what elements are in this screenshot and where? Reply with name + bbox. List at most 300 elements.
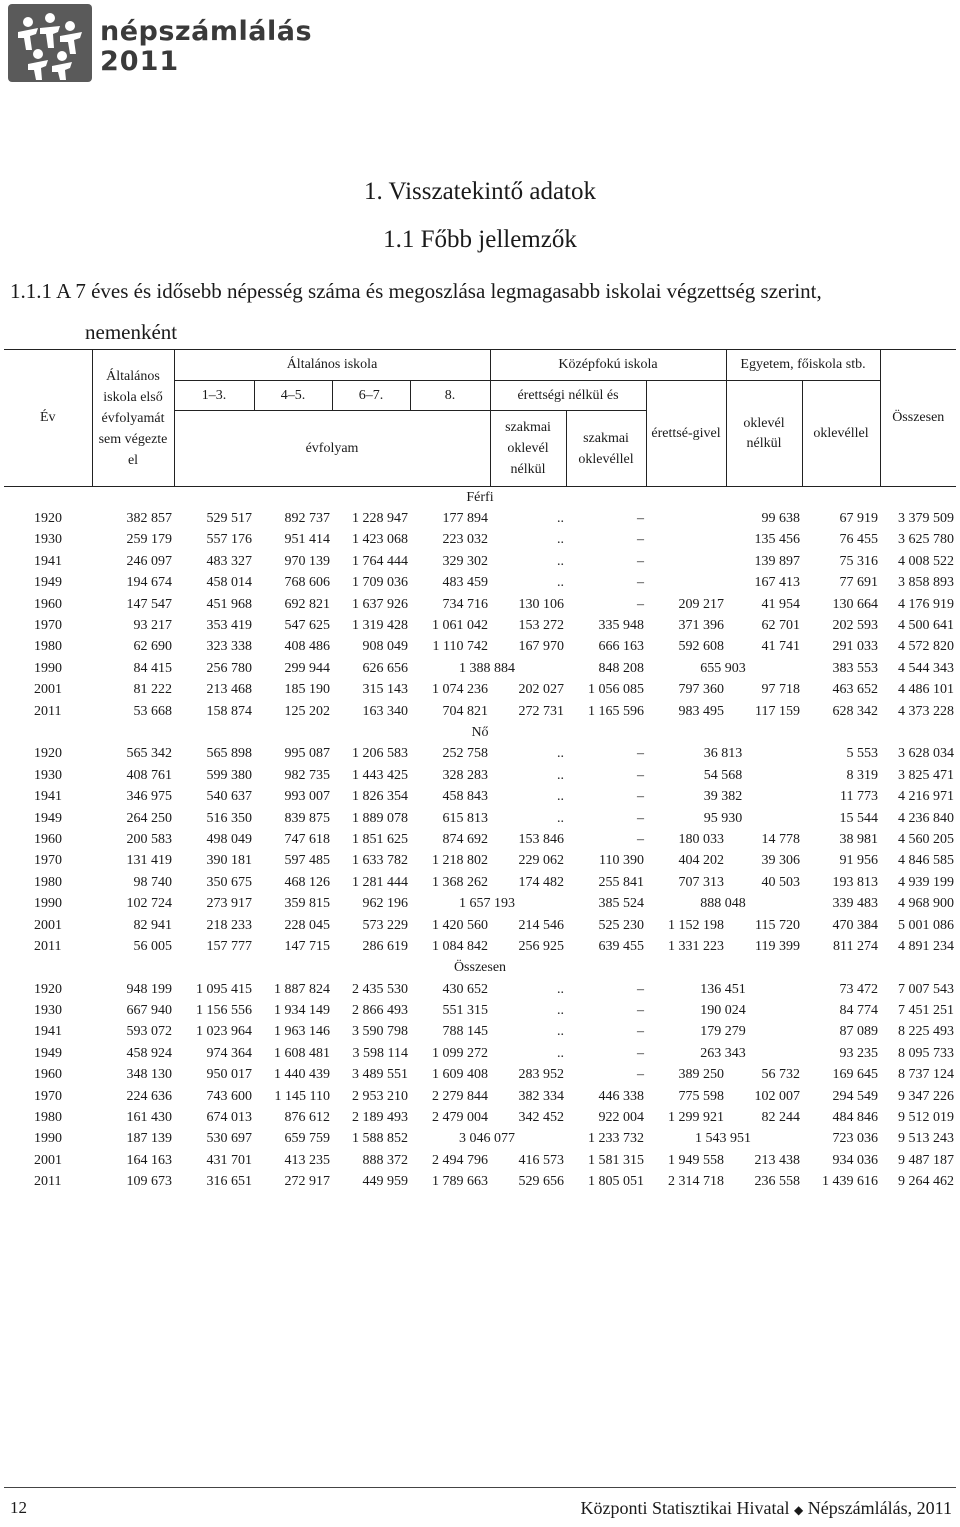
table-cell: 1 934 149 — [274, 1003, 330, 1019]
table-cell: 15 544 — [839, 810, 878, 826]
table-cell: 674 013 — [206, 1110, 252, 1126]
table-cell: 382 857 — [126, 511, 172, 527]
table-cell: 2 279 844 — [432, 1088, 488, 1104]
table-cell: 4 486 101 — [898, 682, 954, 698]
table-row — [4, 1022, 956, 1043]
table-cell: 1 851 625 — [352, 831, 408, 847]
table-cell: 458 924 — [126, 1045, 172, 1061]
table-cell: 246 097 — [126, 553, 172, 569]
table-cell: 1 061 042 — [432, 618, 488, 634]
table-cell: 470 384 — [832, 917, 878, 933]
table-cell: 1 543 951 — [695, 1131, 751, 1147]
table-cell: 229 062 — [518, 853, 564, 869]
table-row — [4, 508, 956, 529]
table-cell: 599 380 — [206, 767, 252, 783]
table-cell: 11 773 — [840, 789, 878, 805]
table-cell: 200 583 — [126, 831, 172, 847]
table-cell: 2 494 796 — [432, 1152, 488, 1168]
table-cell: 1 165 596 — [588, 703, 644, 719]
table-cell: 951 414 — [284, 532, 330, 548]
table-cell — [646, 530, 726, 551]
table-cell: 1 331 223 — [668, 938, 724, 954]
table-row — [4, 1065, 956, 1086]
section-label: Férfi — [466, 489, 494, 505]
table-cell: 788 145 — [442, 1024, 488, 1040]
table-cell: 876 612 — [284, 1110, 330, 1126]
table-cell: 4 176 919 — [898, 596, 954, 612]
table-cell: 135 456 — [754, 532, 800, 548]
table-cell: – — [637, 746, 644, 762]
table-cell: 547 625 — [284, 618, 330, 634]
header-erettsegi-nelkul: érettségi nélkül és — [490, 381, 646, 411]
table-cell: 908 049 — [362, 639, 408, 655]
table-cell: – — [637, 1067, 644, 1083]
year-cell: 1970 — [34, 853, 62, 869]
chapter-title: 1. Visszatekintő adatok — [363, 178, 597, 205]
table-body — [4, 487, 956, 1193]
table-cell: 75 316 — [839, 553, 878, 569]
publication-name: Népszámlálás, 2011 — [807, 1498, 952, 1518]
table-cell: 263 343 — [700, 1045, 746, 1061]
table-cell: 1 709 036 — [352, 575, 408, 591]
table-cell: 177 894 — [442, 511, 488, 527]
table-cell: 692 821 — [284, 596, 330, 612]
table-cell: 38 981 — [839, 831, 878, 847]
table-cell: 1 218 802 — [432, 853, 488, 869]
year-cell: 1920 — [34, 981, 62, 997]
table-cell: 982 735 — [284, 767, 330, 783]
header-oklevellel: oklevéllel — [802, 381, 880, 487]
table-cell: 811 274 — [833, 938, 878, 954]
table-cell: 3 858 893 — [898, 575, 954, 591]
table-cell: .. — [557, 1024, 564, 1040]
table-cell: 565 898 — [206, 746, 252, 762]
table-cell: 4 544 343 — [898, 660, 954, 676]
table-cell: 463 652 — [832, 682, 878, 698]
year-cell: 2011 — [34, 703, 62, 719]
table-cell: .. — [557, 575, 564, 591]
table-cell: 1 588 852 — [352, 1131, 408, 1147]
table-cell: 1 608 481 — [274, 1045, 330, 1061]
footer-divider — [4, 1487, 956, 1488]
table-cell: 291 033 — [832, 639, 878, 655]
table-cell: 468 126 — [284, 874, 330, 890]
table-cell: 3 590 798 — [352, 1024, 408, 1040]
table-cell: 993 007 — [284, 789, 330, 805]
table-cell: 516 350 — [206, 810, 252, 826]
table-row — [4, 573, 956, 594]
table-cell: 626 656 — [362, 660, 408, 676]
table-cell: 39 382 — [703, 789, 743, 805]
table-cell: 82 244 — [761, 1110, 800, 1126]
table-cell: 316 651 — [206, 1174, 252, 1190]
section-header-row — [4, 722, 956, 743]
table-row — [4, 851, 956, 872]
table-cell: 484 846 — [832, 1110, 878, 1126]
section-header-row — [4, 487, 956, 509]
table-cell: 84 415 — [133, 660, 172, 676]
table-cell: 1 388 884 — [459, 660, 515, 676]
table-cell: 498 049 — [206, 831, 252, 847]
table-cell: 350 675 — [206, 874, 252, 890]
table-cell: 353 419 — [206, 618, 252, 634]
year-cell: 1949 — [34, 575, 62, 591]
table-cell: 628 342 — [832, 703, 878, 719]
year-cell: 1930 — [34, 1003, 62, 1019]
table-cell: 2 953 210 — [352, 1088, 408, 1104]
table-cell: 1 023 964 — [196, 1024, 252, 1040]
table-cell: 179 279 — [700, 1024, 746, 1040]
table-cell: 1 056 085 — [588, 682, 644, 698]
table-cell: 3 598 114 — [352, 1045, 408, 1061]
table-cell: 970 139 — [284, 553, 330, 569]
table-cell: 157 777 — [206, 938, 252, 954]
table-cell: 117 159 — [755, 703, 800, 719]
table-cell: 2 189 493 — [352, 1110, 408, 1126]
table-row — [4, 1172, 956, 1193]
diamond-icon: ◆ — [793, 1503, 804, 1517]
table-cell: 119 399 — [755, 938, 800, 954]
table-cell: 449 959 — [362, 1174, 408, 1190]
table-cell: 273 917 — [206, 896, 252, 912]
table-cell: 525 230 — [598, 917, 644, 933]
table-cell: 659 759 — [284, 1131, 330, 1147]
table-cell: 272 731 — [518, 703, 564, 719]
table-row — [4, 872, 956, 893]
table-cell: 1 637 926 — [352, 596, 408, 612]
table-cell: 77 691 — [839, 575, 878, 591]
table-cell: 1 095 415 — [196, 981, 252, 997]
table-cell: 382 334 — [518, 1088, 564, 1104]
table-cell: 1 949 558 — [668, 1152, 724, 1168]
table-row — [4, 658, 956, 679]
table-cell: 147 715 — [284, 938, 330, 954]
table-cell: 2 314 718 — [668, 1174, 724, 1190]
table-cell: 667 940 — [126, 1003, 172, 1019]
table-cell: 557 176 — [206, 532, 252, 548]
table-cell: 540 637 — [206, 789, 252, 805]
table-cell: 747 618 — [284, 831, 330, 847]
table-title — [10, 271, 955, 353]
table-cell: 102 724 — [126, 896, 172, 912]
table-cell: 371 396 — [678, 618, 724, 634]
table-cell: – — [637, 596, 644, 612]
year-cell: 1970 — [34, 1088, 62, 1104]
table-cell: 1 443 425 — [352, 767, 408, 783]
table-cell: 1 152 198 — [668, 917, 724, 933]
table-cell: 2 435 530 — [352, 981, 408, 997]
header-evfolyam: évfolyam — [174, 411, 490, 487]
table-cell: 147 547 — [126, 596, 172, 612]
table-cell: 163 340 — [362, 703, 408, 719]
table-cell: 7 007 543 — [898, 981, 954, 997]
table-cell: 446 338 — [598, 1088, 644, 1104]
header-ev: Év — [4, 350, 92, 487]
table-cell: .. — [557, 553, 564, 569]
year-cell: 2011 — [34, 938, 62, 954]
year-cell: 1980 — [34, 1110, 62, 1126]
table-cell: 4 968 900 — [898, 896, 954, 912]
table-cell: 529 656 — [518, 1174, 564, 1190]
year-cell: 1949 — [34, 1045, 62, 1061]
table-cell: 56 732 — [761, 1067, 800, 1083]
section-title: 1.1 Főbb jellemzők — [383, 226, 577, 253]
table-cell: 483 327 — [206, 553, 252, 569]
table-row — [4, 1043, 956, 1064]
table-cell: 408 486 — [284, 639, 330, 655]
table-cell: 187 139 — [126, 1131, 172, 1147]
table-cell: – — [637, 981, 644, 997]
table-cell: 194 674 — [126, 575, 172, 591]
year-cell: 1941 — [34, 553, 62, 569]
table-cell: 9 513 243 — [898, 1131, 954, 1147]
table-cell: 167 413 — [754, 575, 800, 591]
table-cell: 4 008 522 — [898, 553, 954, 569]
table-row — [4, 701, 956, 722]
table-cell: – — [637, 532, 644, 548]
table-cell: 4 891 234 — [898, 938, 954, 954]
table-cell: 214 546 — [518, 917, 564, 933]
table-cell: 209 217 — [678, 596, 724, 612]
year-cell: 2001 — [34, 682, 62, 698]
table-cell: 130 106 — [518, 596, 564, 612]
table-cell — [646, 573, 726, 594]
table-cell: 224 636 — [126, 1088, 172, 1104]
table-cell: 1 963 146 — [274, 1024, 330, 1040]
year-cell: 1920 — [34, 746, 62, 762]
year-cell: 1960 — [34, 1067, 62, 1083]
header-nem-vegezte: Általános iskola első évfolyamát sem végezte el — [92, 350, 174, 487]
table-cell: 483 459 — [442, 575, 488, 591]
table-cell: 1 439 616 — [822, 1174, 878, 1190]
table-cell: 62 690 — [133, 639, 172, 655]
table-cell: 110 390 — [599, 853, 644, 869]
publisher-name: Központi Statisztikai Hivatal — [580, 1498, 790, 1518]
table-cell: 8 225 493 — [898, 1024, 954, 1040]
section-label: Nő — [471, 724, 489, 740]
table-cell: 892 737 — [284, 511, 330, 527]
table-cell: 723 036 — [832, 1131, 878, 1147]
table-cell: – — [637, 1003, 644, 1019]
table-cell — [646, 551, 726, 572]
table-cell: 14 778 — [761, 831, 800, 847]
table-cell: 1 764 444 — [352, 553, 408, 569]
table-cell: 839 875 — [284, 810, 330, 826]
table-cell: 3 628 034 — [898, 746, 954, 762]
table-cell: 4 216 971 — [898, 789, 954, 805]
table-cell: – — [637, 575, 644, 591]
table-cell: 1 581 315 — [588, 1152, 644, 1168]
table-cell: 413 235 — [284, 1152, 330, 1168]
table-cell: 950 017 — [206, 1067, 252, 1083]
table-row — [4, 530, 956, 551]
table-cell: 169 645 — [832, 1067, 878, 1083]
table-cell: 97 718 — [761, 682, 800, 698]
table-cell: 54 568 — [703, 767, 743, 783]
table-cell: 458 014 — [206, 575, 252, 591]
table-cell: 797 360 — [678, 682, 724, 698]
table-cell: 223 032 — [442, 532, 488, 548]
table-cell: 193 813 — [832, 874, 878, 890]
table-cell: 67 919 — [839, 511, 878, 527]
table-cell: 593 072 — [126, 1024, 172, 1040]
table-cell: 7 451 251 — [898, 1003, 954, 1019]
table-cell: 9 264 462 — [898, 1174, 954, 1190]
year-cell: 1980 — [34, 874, 62, 890]
table-cell: 1 657 193 — [459, 896, 515, 912]
table-cell: – — [637, 1045, 644, 1061]
table-cell: 91 956 — [839, 853, 878, 869]
table-cell: .. — [557, 511, 564, 527]
table-row — [4, 936, 956, 957]
table-cell: 385 524 — [598, 896, 644, 912]
header-g8: 8. — [410, 381, 490, 411]
table-cell: 139 897 — [754, 553, 800, 569]
table-cell: 3 046 077 — [459, 1131, 515, 1147]
table-cell: 1 145 110 — [274, 1088, 330, 1104]
table-cell: 272 917 — [284, 1174, 330, 1190]
table-row — [4, 680, 956, 701]
table-row — [4, 1107, 956, 1128]
table-cell: – — [637, 810, 644, 826]
table-cell: 359 815 — [284, 896, 330, 912]
table-row — [4, 893, 956, 914]
table-cell: .. — [557, 810, 564, 826]
logo-title: népszámlálás — [100, 16, 313, 47]
table-cell: 1 609 408 — [432, 1067, 488, 1083]
table-cell: 130 664 — [832, 596, 878, 612]
table-row — [4, 615, 956, 636]
year-cell: 1980 — [34, 639, 62, 655]
header-egyetem: Egyetem, főiskola stb. — [726, 350, 880, 381]
table-cell: 283 952 — [518, 1067, 564, 1083]
table-cell: 39 306 — [761, 853, 800, 869]
table-cell: 73 472 — [839, 981, 878, 997]
table-cell: 9 512 019 — [898, 1110, 954, 1126]
table-cell: .. — [557, 789, 564, 805]
table-cell: 131 419 — [126, 853, 172, 869]
table-cell: 573 229 — [362, 917, 408, 933]
table-cell: 1 156 556 — [196, 1003, 252, 1019]
table-cell: 213 468 — [206, 682, 252, 698]
table-cell: 9 347 226 — [898, 1088, 954, 1104]
table-cell: 164 163 — [126, 1152, 172, 1168]
table-cell: 3 825 471 — [898, 767, 954, 783]
table-cell: 1 206 583 — [352, 746, 408, 762]
education-table — [4, 349, 956, 1193]
table-cell: 256 780 — [206, 660, 252, 676]
table-cell: 408 761 — [126, 767, 172, 783]
table-cell: 3 489 551 — [352, 1067, 408, 1083]
table-cell: 99 638 — [761, 511, 800, 527]
census-logo — [8, 4, 313, 84]
header-kozepfoku: Középfokú iskola — [490, 350, 726, 381]
year-cell: 1970 — [34, 618, 62, 634]
table-cell: 82 941 — [133, 917, 172, 933]
table-cell: 84 774 — [839, 1003, 878, 1019]
table-cell: 62 701 — [761, 618, 800, 634]
table-cell: 236 558 — [754, 1174, 800, 1190]
table-cell: 342 452 — [518, 1110, 564, 1126]
table-row — [4, 1129, 956, 1150]
table-cell: 98 740 — [133, 874, 172, 890]
year-cell: 1990 — [34, 1131, 62, 1147]
table-cell: 734 716 — [442, 596, 488, 612]
table-cell: 294 549 — [832, 1088, 878, 1104]
table-cell: 153 846 — [518, 831, 564, 847]
table-cell: .. — [557, 981, 564, 997]
table-cell: 1 826 354 — [352, 789, 408, 805]
table-cell: 551 315 — [442, 1003, 488, 1019]
table-row — [4, 744, 956, 765]
table-cell: 328 283 — [442, 767, 488, 783]
table-cell: – — [637, 553, 644, 569]
table-row — [4, 594, 956, 615]
table-cell: 458 843 — [442, 789, 488, 805]
table-cell: 329 302 — [442, 553, 488, 569]
table-row — [4, 551, 956, 572]
table-cell: 36 813 — [703, 746, 743, 762]
table-cell: 1 228 947 — [352, 511, 408, 527]
header-oklevel-nelkul: oklevél nélkül — [726, 381, 802, 487]
table-cell: 1 099 272 — [432, 1045, 488, 1061]
table-cell: 1 889 078 — [352, 810, 408, 826]
logo-year: 2011 — [100, 46, 180, 77]
table-row — [4, 829, 956, 850]
table-cell: 259 179 — [126, 532, 172, 548]
table-cell: 383 553 — [832, 660, 878, 676]
table-title-line1: 1.1.1 A 7 éves és idősebb népesség száma és megoszlása legmagasabb iskolai végzettség szerint, — [10, 279, 822, 303]
table-cell: 202 027 — [518, 682, 564, 698]
table-cell: .. — [557, 767, 564, 783]
table-cell: 1 281 444 — [352, 874, 408, 890]
table-cell: 530 697 — [206, 1131, 252, 1147]
table-cell: 8 737 124 — [898, 1067, 954, 1083]
table-cell: 218 233 — [206, 917, 252, 933]
table-cell: 315 143 — [362, 682, 408, 698]
table-cell: 592 608 — [678, 639, 724, 655]
table-cell: 655 903 — [700, 660, 746, 676]
table-cell: – — [637, 831, 644, 847]
year-cell: 1941 — [34, 1024, 62, 1040]
table-cell: 125 202 — [284, 703, 330, 719]
year-cell: 2001 — [34, 1152, 62, 1168]
table-cell: 256 925 — [518, 938, 564, 954]
table-cell: 161 430 — [126, 1110, 172, 1126]
section-label: Összesen — [453, 960, 507, 976]
table-row — [4, 1150, 956, 1171]
table-cell: – — [637, 1024, 644, 1040]
table-cell: 41 954 — [761, 596, 800, 612]
year-cell: 1920 — [34, 511, 62, 527]
table-cell: 416 573 — [518, 1152, 564, 1168]
header-osszesen: Összesen — [880, 350, 956, 487]
table-cell: 983 495 — [678, 703, 724, 719]
table-cell: 93 217 — [133, 618, 172, 634]
table-cell: 41 741 — [761, 639, 800, 655]
table-cell: 323 338 — [206, 639, 252, 655]
table-cell: 76 455 — [839, 532, 878, 548]
table-row — [4, 765, 956, 786]
table-cell: 5 553 — [846, 746, 878, 762]
table-cell: 934 036 — [832, 1152, 878, 1168]
table-cell: 848 208 — [598, 660, 644, 676]
table-cell: 4 572 820 — [898, 639, 954, 655]
year-cell: 1949 — [34, 810, 62, 826]
header-g67: 6–7. — [332, 381, 410, 411]
table-cell: 252 758 — [442, 746, 488, 762]
table-cell: 1 887 824 — [274, 981, 330, 997]
